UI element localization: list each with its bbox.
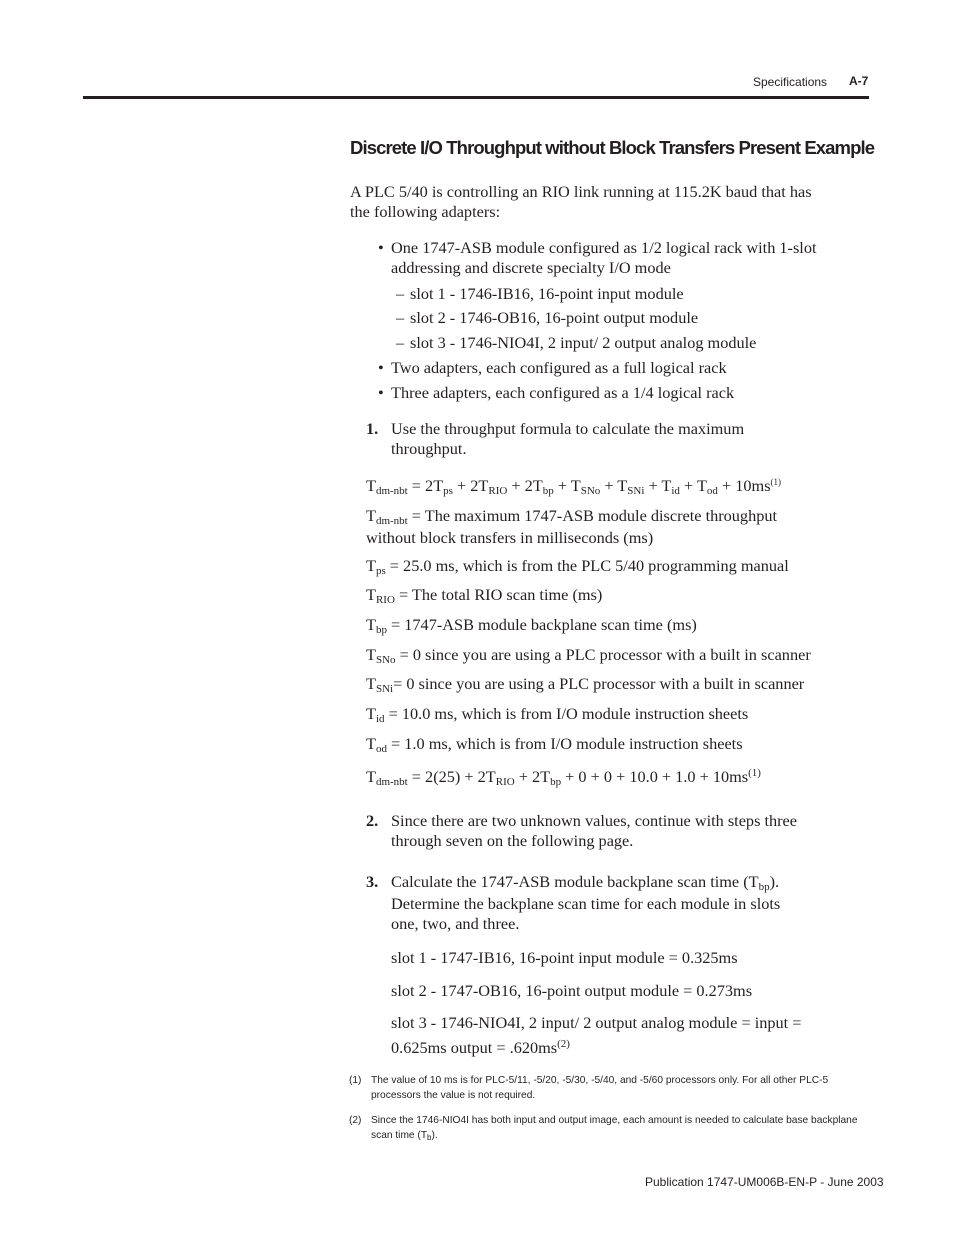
footnote-2-text: Since the 1746-NIO4I has both input and output image, each amount is needed to calculate base backplane scan time $(T_b)$. [371,1115,858,1142]
footnote-ref-1: (1) [770,477,782,487]
step-2-line-1: Since there are two unknown values, continue with steps three [391,811,798,830]
dash-glyph: – [396,284,405,303]
def-tid: $T_{id} = 10.0$ ms, which is from I/O module instruction sheets [366,704,749,725]
substituted-formula: $T_{dm-nbt} = 2(25) + 2T_{RIO} + 2T_{bp} + 0 + 0 + 10.0 + 1.0 + 10ms^{(1)}$ [366,767,761,788]
step-2-text [391,811,881,851]
bullet-glyph: • [378,383,384,402]
footnote-1-text: The value of 10 ms is for PLC-5/11, -5/20, -5/30, -5/40, and -5/60 processors only. For all other PLC-5 processors the value is not required. [371,1075,829,1101]
intro-line-2: the following adapters: [350,202,501,221]
dash-glyph: – [396,333,405,352]
footnote-ref-2: (2) [557,1038,570,1050]
bullet-glyph: • [378,238,384,257]
def-tbp: $T_{bp} = 1747-ASB$ module backplane scan time (ms) [366,615,697,636]
intro-paragraph [350,182,875,222]
step-2-number: 2. [366,811,379,830]
throughput-formula: $T_{dm-nbt} = 2T_{ps} + 2T_{RIO} + 2T_{bp} + T_{SNo} + T_{SNi} + T_{id} + T_{od} + 10ms^{(1)}$ [366,476,782,497]
slot-item-2: slot 2 - 1746-OB16, 16-point output module [410,308,699,327]
slot-item-3: slot 3 - 1746-NIO4I, 2 input/ 2 output analog module [410,333,757,352]
footnote-ref-1: (1) [748,767,761,779]
step-3-line-3: one, two, and three. [391,914,520,933]
header-rule [83,96,869,99]
def-tps: $T_{ps} = 25.0$ ms, which is from the PLC 5/40 programming manual [366,556,789,577]
adapter-item-1-line-1: One 1747-ASB module configured as 1/2 logical rack with 1-slot [391,238,817,257]
intro-line-1: A PLC 5/40 is controlling an RIO link running at 115.2K baud that has [350,182,812,201]
step-3-number: 3. [366,872,379,891]
running-header-section: Specifications [753,75,828,89]
page-number: A-7 [849,74,869,88]
def-tsno: $T_{SNo} = 0$ since you are using a PLC processor with a built in scanner [366,645,811,666]
slot-item-1: slot 1 - 1746-IB16, 16-point input module [410,284,684,303]
def-tdm-nbt: $T_{dm-nbt}$ = The maximum 1747-ASB module discrete throughput without block transfers in milliseconds (ms) [366,506,778,547]
slot-1-scan-time: slot 1 - 1747-IB16, 16-point input module = 0.325ms [391,948,738,967]
slot-2-scan-time: slot 2 - 1747-OB16, 16-point output module = 0.273ms [391,981,753,1000]
step-3-text [391,872,881,934]
footnote-2-number: (2) [349,1115,362,1126]
slot-3-scan-time [391,1013,881,1058]
step-3-line-2: Determine the backplane scan time for each module in slots [391,894,781,913]
slot-3-line-1: slot 3 - 1746-NIO4I, 2 input/ 2 output analog module = input = [391,1013,802,1032]
def-trio: $T_{RIO}$ = The total RIO scan time (ms) [366,585,603,606]
step-1-line-2: throughput. [391,439,467,458]
bullet-glyph: • [378,358,384,377]
step-1-number: 1. [366,419,379,438]
adapter-item-2: Two adapters, each configured as a full logical rack [391,358,727,377]
step-1-line-1: Use the throughput formula to calculate the maximum [391,419,745,438]
adapter-item-1-line-2: addressing and discrete specialty I/O mode [391,258,671,277]
footnote-1-number: (1) [349,1075,362,1086]
adapter-item-3: Three adapters, each configured as a 1/4 logical rack [391,383,735,402]
slot-3-line-2: 0.625ms output = $.620ms^{(2)}$ [391,1038,570,1057]
section-heading: Discrete I/O Throughput without Block Transfers Present Example [350,137,875,158]
step-3-line-1: Calculate the 1747-ASB module backplane scan time $(T_{bp})$. [391,872,780,893]
adapter-item-1 [391,238,881,278]
def-tsni: $T_{SNi}= 0$ since you are using a PLC processor with a built in scanner [366,674,805,695]
step-2-line-2: through seven on the following page. [391,831,634,850]
step-1-text [391,419,881,459]
publication-footer: Publication 1747-UM006B-EN-P - June 2003 [645,1175,884,1189]
dash-glyph: – [396,308,405,327]
def-tod: $T_{od} = 1.0$ ms, which is from I/O module instruction sheets [366,734,743,755]
